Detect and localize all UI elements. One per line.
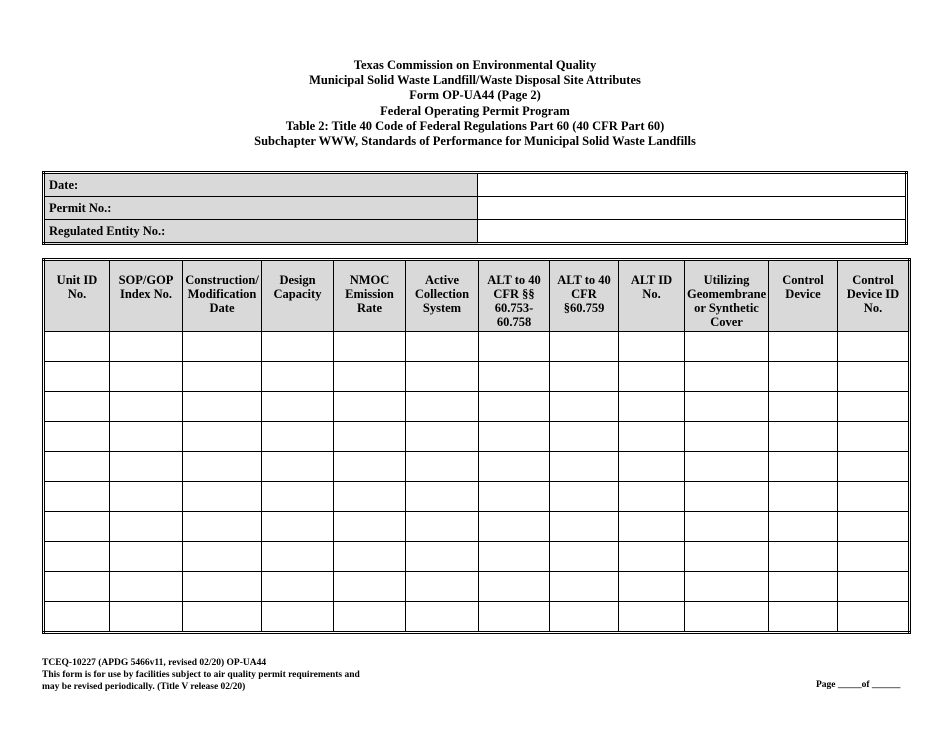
- column-header: [685, 260, 769, 332]
- column-header-line: §60.759: [563, 301, 605, 315]
- column-header: [262, 260, 334, 332]
- table-row: [44, 572, 910, 602]
- permit-number-label: Permit No.:: [44, 197, 478, 220]
- table-cell[interactable]: [262, 422, 334, 452]
- table-row: [44, 422, 910, 452]
- table-cell[interactable]: [406, 602, 479, 633]
- table-cell[interactable]: [479, 452, 550, 482]
- column-header: [550, 260, 619, 332]
- table-cell[interactable]: [685, 392, 769, 422]
- table-cell[interactable]: [619, 392, 685, 422]
- table-cell[interactable]: [262, 512, 334, 542]
- table-cell[interactable]: [769, 332, 838, 362]
- footer-note-line-1: This form is for use by facilities subject to air quality permit requirements and: [42, 670, 360, 680]
- table-cell[interactable]: [619, 362, 685, 392]
- table-cell[interactable]: [838, 572, 910, 602]
- table-row: [44, 512, 910, 542]
- form-number: Form OP-UA44 (Page 2): [409, 88, 541, 103]
- column-header: [769, 260, 838, 332]
- table-cell[interactable]: [479, 542, 550, 572]
- table-title: Table 2: Title 40 Code of Federal Regulations Part 60 (40 CFR Part 60): [285, 118, 665, 133]
- agency-title: Texas Commission on Environmental Quality: [353, 58, 597, 72]
- table-cell[interactable]: [619, 452, 685, 482]
- table-cell[interactable]: [619, 422, 685, 452]
- table-cell[interactable]: [262, 392, 334, 422]
- table-cell[interactable]: [479, 512, 550, 542]
- footer-note-line-2: may be revised periodically. (Title V release 02/20): [42, 682, 246, 692]
- table-cell[interactable]: [479, 392, 550, 422]
- table-cell[interactable]: [183, 452, 262, 482]
- table-cell[interactable]: [838, 362, 910, 392]
- column-header-line: Unit ID: [56, 273, 98, 287]
- table-cell[interactable]: [406, 422, 479, 452]
- column-header-line: ALT ID: [630, 273, 673, 287]
- table-cell[interactable]: [838, 512, 910, 542]
- column-header: [110, 260, 183, 332]
- table-cell[interactable]: [44, 392, 110, 422]
- table-cell[interactable]: [550, 362, 619, 392]
- permit-number-field[interactable]: [478, 197, 907, 220]
- column-header: [479, 260, 550, 332]
- table-cell[interactable]: [110, 332, 183, 362]
- table-cell[interactable]: [183, 332, 262, 362]
- table-cell[interactable]: [838, 422, 910, 452]
- table-cell[interactable]: [262, 482, 334, 512]
- table-cell[interactable]: [44, 362, 110, 392]
- table-cell[interactable]: [44, 422, 110, 452]
- regulated-entity-field[interactable]: [478, 220, 907, 244]
- table-cell[interactable]: [838, 542, 910, 572]
- column-header-line: System: [422, 301, 462, 315]
- table-cell[interactable]: [550, 602, 619, 633]
- form-header: [0, 58, 950, 149]
- table-cell[interactable]: [619, 572, 685, 602]
- program-name: Federal Operating Permit Program: [380, 103, 570, 118]
- column-header-line: No.: [67, 287, 87, 301]
- column-header-line: Control: [852, 273, 894, 287]
- column-header-line: Control: [782, 273, 824, 287]
- form-footer: [42, 657, 360, 693]
- table-cell[interactable]: [110, 542, 183, 572]
- table-cell[interactable]: [769, 362, 838, 392]
- column-header-line: CFR: [571, 287, 597, 301]
- table-cell[interactable]: [769, 452, 838, 482]
- table-cell[interactable]: [550, 542, 619, 572]
- table-cell[interactable]: [406, 392, 479, 422]
- table-cell[interactable]: [110, 362, 183, 392]
- table-cell[interactable]: [685, 422, 769, 452]
- table-cell[interactable]: [44, 452, 110, 482]
- regulated-entity-row: [44, 220, 907, 244]
- table-cell[interactable]: [769, 542, 838, 572]
- column-header-line: CFR §§: [493, 287, 535, 301]
- table-cell[interactable]: [183, 572, 262, 602]
- table-cell[interactable]: [769, 482, 838, 512]
- table-cell[interactable]: [110, 452, 183, 482]
- column-header: [619, 260, 685, 332]
- table-cell[interactable]: [479, 602, 550, 633]
- table-row: [44, 452, 910, 482]
- table-cell[interactable]: [183, 422, 262, 452]
- table-cell[interactable]: [406, 482, 479, 512]
- table-cell[interactable]: [183, 392, 262, 422]
- column-header-line: Modification: [187, 287, 257, 301]
- table-cell[interactable]: [44, 572, 110, 602]
- table-cell[interactable]: [685, 542, 769, 572]
- column-header: [183, 260, 262, 332]
- column-header: [406, 260, 479, 332]
- identification-table: [42, 171, 908, 245]
- table-cell[interactable]: [550, 392, 619, 422]
- table-cell[interactable]: [838, 482, 910, 512]
- table-cell[interactable]: [110, 602, 183, 633]
- column-header-line: No.: [642, 287, 661, 301]
- table-cell[interactable]: [406, 452, 479, 482]
- column-header-line: or Synthetic: [694, 301, 759, 315]
- table-cell[interactable]: [44, 512, 110, 542]
- table-header-row: [44, 260, 910, 332]
- table-cell[interactable]: [479, 332, 550, 362]
- column-header-line: Utilizing: [703, 273, 750, 287]
- table-cell[interactable]: [334, 452, 406, 482]
- table-cell[interactable]: [406, 542, 479, 572]
- table-cell[interactable]: [406, 512, 479, 542]
- column-header-line: No.: [863, 301, 883, 315]
- table-cell[interactable]: [769, 572, 838, 602]
- table-cell[interactable]: [550, 482, 619, 512]
- table-cell[interactable]: [619, 482, 685, 512]
- table-row: [44, 362, 910, 392]
- table-cell[interactable]: [838, 332, 910, 362]
- table-cell[interactable]: [44, 542, 110, 572]
- column-header-line: Capacity: [273, 287, 322, 301]
- table-cell[interactable]: [110, 422, 183, 452]
- table-cell[interactable]: [550, 512, 619, 542]
- table-cell[interactable]: [262, 362, 334, 392]
- column-header-line: NMOC: [349, 273, 390, 287]
- table-cell[interactable]: [334, 542, 406, 572]
- table-cell[interactable]: [550, 422, 619, 452]
- table-cell[interactable]: [619, 512, 685, 542]
- table-subtitle: Subchapter WWW, Standards of Performance for Municipal Solid Waste Landfills: [254, 134, 696, 149]
- permit-row: [44, 197, 907, 220]
- table-cell[interactable]: [183, 542, 262, 572]
- table-cell[interactable]: [262, 452, 334, 482]
- table-cell[interactable]: [479, 422, 550, 452]
- date-row: [44, 173, 907, 197]
- column-header-line: Active: [424, 273, 459, 287]
- column-header-line: 60.753-: [494, 301, 534, 315]
- table-cell[interactable]: [406, 332, 479, 362]
- column-header-line: Geomembrane: [687, 287, 767, 301]
- table-cell[interactable]: [262, 332, 334, 362]
- table-row: [44, 392, 910, 422]
- table-cell[interactable]: [619, 332, 685, 362]
- table-cell[interactable]: [334, 482, 406, 512]
- table-cell[interactable]: [334, 362, 406, 392]
- table-cell[interactable]: [769, 392, 838, 422]
- table-cell[interactable]: [479, 362, 550, 392]
- table-cell[interactable]: [479, 482, 550, 512]
- table-cell[interactable]: [838, 602, 910, 633]
- table-cell[interactable]: [110, 392, 183, 422]
- table-cell[interactable]: [334, 422, 406, 452]
- table-cell[interactable]: [334, 572, 406, 602]
- table-cell[interactable]: [685, 332, 769, 362]
- table-body: [44, 332, 910, 633]
- table-cell[interactable]: [838, 452, 910, 482]
- table-cell[interactable]: [334, 392, 406, 422]
- table-cell[interactable]: [44, 602, 110, 633]
- table-cell[interactable]: [110, 512, 183, 542]
- table-cell[interactable]: [262, 572, 334, 602]
- table-cell[interactable]: [685, 362, 769, 392]
- column-header: [44, 260, 110, 332]
- column-header-line: Cover: [710, 315, 743, 329]
- date-field[interactable]: [478, 173, 907, 197]
- column-header: [838, 260, 910, 332]
- table-cell[interactable]: [685, 482, 769, 512]
- table-row: [44, 602, 910, 633]
- table-cell[interactable]: [550, 332, 619, 362]
- table-cell[interactable]: [685, 512, 769, 542]
- table-cell[interactable]: [685, 452, 769, 482]
- column-header-line: Device ID: [846, 287, 900, 301]
- table-cell[interactable]: [334, 332, 406, 362]
- column-header-line: SOP/GOP: [118, 273, 174, 287]
- column-header-line: ALT to 40: [557, 273, 611, 287]
- table-cell[interactable]: [685, 572, 769, 602]
- table-cell[interactable]: [769, 512, 838, 542]
- table-row: [44, 332, 910, 362]
- table-cell[interactable]: [550, 452, 619, 482]
- table-cell[interactable]: [619, 542, 685, 572]
- table-row: [44, 482, 910, 512]
- landfill-attributes-table: [42, 258, 911, 634]
- column-header-line: Device: [785, 287, 821, 301]
- table-cell[interactable]: [334, 602, 406, 633]
- table-cell[interactable]: [262, 602, 334, 633]
- table-cell[interactable]: [44, 482, 110, 512]
- table-cell[interactable]: [262, 542, 334, 572]
- table-cell[interactable]: [183, 362, 262, 392]
- table-cell[interactable]: [619, 602, 685, 633]
- table-cell[interactable]: [550, 572, 619, 602]
- column-header-line: Emission: [345, 287, 394, 301]
- table-cell[interactable]: [769, 422, 838, 452]
- table-cell[interactable]: [44, 332, 110, 362]
- table-cell[interactable]: [769, 602, 838, 633]
- table-cell[interactable]: [183, 602, 262, 633]
- table-cell[interactable]: [183, 482, 262, 512]
- form-id: TCEQ-10227 (APDG 5466v11, revised 02/20) OP-UA44: [42, 658, 267, 668]
- table-cell[interactable]: [110, 482, 183, 512]
- column-header-line: Rate: [357, 301, 382, 315]
- column-header-line: 60.758: [496, 315, 532, 329]
- date-label: Date:: [44, 173, 478, 197]
- column-header-line: Design: [279, 273, 316, 287]
- table-row: [44, 542, 910, 572]
- column-header: [334, 260, 406, 332]
- regulated-entity-label: Regulated Entity No.:: [44, 220, 478, 244]
- column-header-line: ALT to 40: [487, 273, 541, 287]
- table-cell[interactable]: [685, 602, 769, 633]
- table-cell[interactable]: [183, 512, 262, 542]
- column-header-line: Index No.: [119, 287, 173, 301]
- page-number: Page _____of ______: [816, 680, 901, 690]
- table-cell[interactable]: [334, 512, 406, 542]
- table-cell[interactable]: [110, 572, 183, 602]
- column-header-line: Collection: [414, 287, 470, 301]
- column-header-line: Date: [209, 301, 235, 315]
- table-cell[interactable]: [406, 572, 479, 602]
- column-header-line: Construction/: [185, 273, 259, 287]
- table-cell[interactable]: [479, 572, 550, 602]
- table-cell[interactable]: [838, 392, 910, 422]
- table-cell[interactable]: [406, 362, 479, 392]
- form-subject: Municipal Solid Waste Landfill/Waste Disposal Site Attributes: [309, 73, 641, 88]
